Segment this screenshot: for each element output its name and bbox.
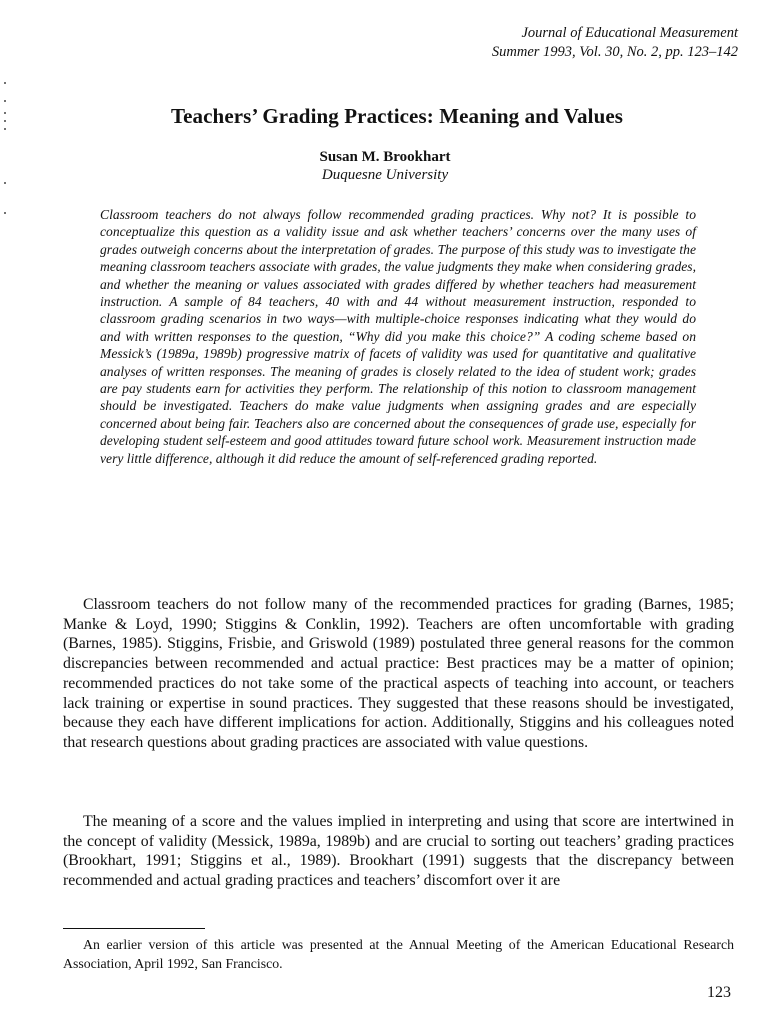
footnote-rule: [63, 928, 205, 929]
author-name: Susan M. Brookhart: [319, 149, 451, 165]
journal-header: [492, 24, 738, 62]
journal-name: Journal of Educational Measurement: [521, 25, 738, 41]
footnote: An earlier version of this article was presented at the Annual Meeting of the American Educational Research Association, April 1992, San Francisco.: [63, 937, 734, 971]
journal-issue: Summer 1993, Vol. 30, No. 2, pp. 123–142: [491, 44, 738, 60]
abstract: Classroom teachers do not always follow recommended grading practices. Why not? It is possible to conceptualize this question as a validity issue and ask whether teachers’ concerns over the many uses of grades outweigh concerns about the interpretation of grades. The purpose of this study was to investigate the meaning classroom teachers associate with grades, the value judgments they make when considering grades, and whether the meaning or values associated with grades differed by whether teachers had measurement instruction. A sample of 84 teachers, 40 with and 44 without measurement instruction, responded to classroom grading scenarios in two ways—with multiple-choice responses indicating what they would do and with written responses to the question, “Why did you make this choice?” A coding scheme based on Messick’s (1989a, 1989b) progressive matrix of facets of validity was used for quantitative and qualitative analyses of written responses. The meaning of grades is closely related to the idea of student work; grades are pay students earn for activities they perform. The relationship of this notion to classroom management should be investigated. Teachers do make value judgments when assigning grades and are especially concerned about being fair. Teachers also are concerned about the consequences of grade use, especially for developing student self-esteem and good attitudes toward future school work. Measurement instruction made very little difference, although it did reduce the amount of self-referenced grading reported.: [100, 207, 696, 466]
page-number: 123: [707, 984, 731, 1001]
body-paragraph: The meaning of a score and the values implied in interpreting and using that score are intertwined in the concept of validity (Messick, 1989a, 1989b) and are crucial to sorting out teachers’ grading practices (Brookhart, 1991; Stiggins et al., 1989). Brookhart (1991) suggests that the discrepancy between recommended and actual grading practices and teachers’ discomfort over it are: [63, 813, 734, 890]
author-affiliation: Duquesne University: [321, 167, 449, 183]
body-paragraph: Classroom teachers do not follow many of the recommended practices for grading (Barnes, 1985; Manke & Loyd, 1990; Stiggins & Conklin, 1992). Teachers are often uncomfortable with grading (Barnes, 1985). Stiggins, Frisbie, and Griswold (1989) postulated three general reasons for the common discrepancies between recommended and actual practice: Best practices may be a matter of opinion; recommended practices do not take some of the practical aspects of teaching into account, or teachers lack training or expertise in sound practices. They suggested that these reasons should be investigated, because they each have different implications for action. Additionally, Stiggins and his colleagues noted that research questions about grading practices are associated with value questions.: [63, 596, 734, 751]
article-title: Teachers’ Grading Practices: Meaning and Values: [170, 104, 624, 128]
